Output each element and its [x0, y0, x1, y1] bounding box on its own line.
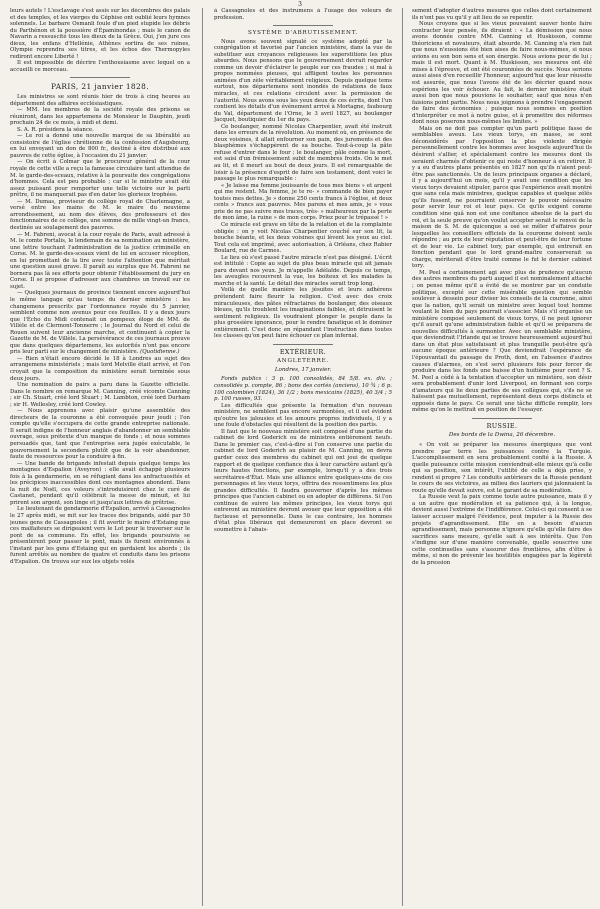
paragraph: — On écrit à Colmar que le procureur général de la cour royale de cette ville a reçu la fameuse circulaire tant attendue de M. le garde-des-sceaux, relative à la poursuite des congrégations d'hommes. Cela est peu probable ; car si le ministre avait été assez puissant pour remporter une telle victoire sur le parti prêtre, il ne manquerait pas d'en dater les glorieux trophées.	[10, 159, 190, 199]
paragraph	[10, 290, 190, 355]
section-divider	[273, 344, 333, 345]
paragraph: Le lieu où s'est passé l'autre miracle n'est pas désigné. L'écrit est intitulé : Copie au sujet du plus beau miracle qui ait jamais paru devant nos yeux. Je m'appelle Adélaïde. Depuis ce temps, les aveugles recouvrent la vue, les boiteux et les malades la marche et la santé. Le détail des miracles serait trop long.	[214, 254, 392, 287]
paragraph: Mais on ne doit pas compter qu'un parti politique fasse de semblables aveux. Les vieux torys, en masse, se sont déconsidérés par l'opposition la plus violente dirigée personnellement contre les hommes avec lesquels aujourd'hui ils désirent s'allier, et spécialement contre les mesures dont ils seraient charmés d'obtenir ce qui reste d'honneur à en retirer. Il y a eu d'autres plans présentés en 1827 non qu'ils n'aient peut-être pas sanctionnés. Un de leurs principaux organes a déclaré, il y a aujourd'hui un mois, qu'il y avait une condition que les vieux torys devaient stipuler, parce que l'expérience avait montré que sans cela mais ministres, quelque capables et quelque zélés qu'ils fussent, ne pourraient conserver le pouvoir nécessaire pour servir leur roi et leur pays. Ce qu'ils exigent comme condition sine quâ non est une confiance absolue de la part du roi, et la seule preuve qu'on voulut accepter serait le renvoi de la maison de S. M. de quiconque a osé se mêler d'affaires pour lesquelles les conseillers officiels de la couronne doivent seuls répondre ; au prix de leur réputation et peut-être de leur fortune et de leur vie. Le cabinet tory, par exemple, qui entrerait en fonction pendant que le lord grand-maître conserverait sa charge, mériterait d'être traité comme le fut le dernier cabinet tory.	[412, 125, 592, 270]
testament-quote: « Je laisse ma femme jouissante de tous mes biens » et argent qui me restent. Ma femme, je te re- » commande de bien payer toutes mes dettes. Je » donne 250 cents francs à l'église, et deux cents » francs aux pauvres. Mes parens et mes amis, je » vous prie de ne pas suivre mes traces, très- » malheureux par la perte de mon âme, la ruine » de mon corps. Priez pour le trépassé ! »	[214, 182, 392, 222]
paragraph: Les ministres se sont réunis hier de trois à cinq heures au département des affaires ecclésiastiques.	[10, 94, 190, 107]
section-heading-angleterre: ANGLETERRE.	[276, 358, 330, 365]
paragraph: Voilà de quelle manière les jésuites et leurs adhérens prétendent faire fleurir la religion. C'est avec des croix miraculeuses, des pâtes réfractaires de boulanger, des oiseaux bleues, qu'ils troublent les imaginations faibles, et détruisent le sentiment religieux. Ils voudraient plonger le peuple dans la plus grossière ignorance, pour le rendre fanatique et le dominer entièrement. C'est donc en répandant l'instruction dans toutes les classes qu'on peut faire échouer ce plan infernal.	[214, 287, 392, 340]
paragraph: M. Peel a certainement agi avec plus de prudence qu'aucun des autres membres du parti auquel il est nominalement attaché ; on pense même qu'il a évité de se montrer par un conduite politique, excepté sur cette misérable question qui semble soulever à dessein pour diviser les conseils de la couronne, ainsi que la nation, qu'il serait un ministre avec lequel tout homme voulant le bien du pays pourrait s'associer. Mais s'il organise un ministère composé seulement de vieux torys, il ne peut ignorer qu'il aurait qu'une administration faible et qu'il se préparera de nouvelles difficultés à surmonter. Avec un semblable ministère, que deviendrait l'Irlande qui se trouve heureusement aujourd'hui dans un état plus satisfaisant et plus tranquille peut-être qu'à aucune époque antérieure ? Que deviendrait l'espérance de l'épouvantail du passage du Proth, dont, en l'absence d'autres causes d'alarmes, on s'est servi plusieurs fois pour forcer de produire dans les fonds une baisse d'un huitième pour cent ? S. M. Peel a cédé à la tentation d'accepter un ministère, son désir sera probablement d'unir lord Liverpool, en formant son corps d'amateurs qui lie deux parties de ses collègues qui, s'ils ne se haïssent pas mutuellement, représentent deux corps distincts et opposés dans le pays. Ce serait une tâche difficile remplir, lors même qu'on le mettrait en position de l'essayer.	[412, 269, 592, 414]
paragraph: — Rien n'était encore décidé le 18 à Londres au sujet des arrangemens ministériels ; mais lord Melville était arrivé, et l'on croyait que la composition du ministère serait terminée sous deux jours.	[10, 355, 190, 382]
section-heading-exterieur: EXTÉRIEUR.	[279, 347, 327, 356]
dateline-dwina: Des bords de la Dwina, 26 décembre.	[448, 432, 556, 439]
section-heading-systeme: SYSTÈME D'ABRUTISSEMENT.	[247, 30, 359, 37]
paragraph: Le lieutenant de gendarmerie d'Espalion, arrivé à Cassagnoles le 27 après midi, se mit sur les traces des brigands, aidé par 50 jeunes gens de Cassagnoles ; il fit avertir le maire d'Estaing que ces malfaiteurs se dirigeaient vers le Lot pour le traverser sur le pont de sa commune. En effet, les brigands poursuivis se présentèrent pour passer le pont, mais ils furent environnés à l'instant par les gens d'Estaing qui en gardaient les abords ; ils furent arrêtés au nombre de quatre et conduits dans les prisons d'Espalion. On trouva sur eux les objets volés	[10, 506, 190, 565]
section-divider	[273, 25, 333, 26]
column-rule-left	[202, 8, 203, 906]
section-divider	[472, 418, 532, 419]
paragraph: « On voit se préparer les mesures énergiques que vont prendre par terre les puissances contre la Turquie. L'accomplissement en sera probablement confié à la Russie. À quelle puissance cette mission conviendrait-elle mieux qu'à celle qui sa position, son intérêt, l'utilité de celle a déjà prise, y rendent si propre ? Les conduits antérieurs de la Russie pendant le cours de ses victoires, au milieu des lauriers qui jalonnaient la route qu'elle devait suivre, est le garant de sa modération.	[412, 442, 592, 494]
column-2	[214, 8, 392, 908]
paragraph-funds: Fonds publics : 3 p. 100 consolidés, 84 5/8. ex. div. ; consolidés p. compte, 86 ; bons des cortès (anciens), 10 ¾ ; 6 p. 100 colombien (1824), 36 1/2 ; bons mexicains (1825), 40 3/4 ; 5 p. 100 russes, 93.	[214, 376, 392, 403]
paragraph: Ce boulanger, nommé Nicolas Charpentier, avait été instruit dans les erreurs de la révolution. Au moment où, en présence de deux voisines, il allait enfourner son pain, des jurements et des blasphèmes s'échappèrent de sa bouche. Tout-à-coup la pâte refuse d'entrer dans le four ; le boulanger, pâle comme la mort, est saisi d'un frémissement subit de membres froids. On le met au lit, et il meurt au bout de deux jours. Il est remarquable de loisir à la présence d'esprit de faire son testament, dont voici le passage le plus remarquable :	[214, 123, 392, 183]
paragraph: Ce miracle est grave en tête de la relation et de la complainte obligée : on y voit Nicolas Charpentier couché sur son lit, la bouche béante, et les deux voisines qui lèvent les yeux au ciel. Tout cela est imprimé, avec autorisation, à Orléans, chez Rabier Boulard, rue de Carmes.	[214, 221, 392, 255]
paragraph: — Le roi a donné une nouvelle marque de sa libéralité au consistoire de l'église chrétienne de la confession d'Augsbourg, en lui envoyant un don de 800 fr., destiné à être distribué aux pauvres de cette église, à l'occasion du 21 janvier.	[10, 133, 190, 159]
dateline-londres: Londres, 17 janvier.	[274, 366, 332, 373]
section-heading-russie: RUSSIE.	[486, 421, 518, 430]
paragraph: — M. Dumas, proviseur du collège royal de Charlemagne, a versé entre les mains de M. le maire du neuvième arrondissement, au nom des élèves, des professeurs et des fonctionnaires de ce collège, une somme de mille vingt-un francs, destinée au soulagement des pauvres.	[10, 198, 190, 231]
paragraph: leurs autels ! L'esclavage s'est assis sur les décombres des palais et des temples, et les vierges du Céphise ont oublié leurs hymnes solennels. Le barbare Osmanli foule d'un pied stupide les débris du Parthénon et la poussière d'Épaminondas ; mais le canon de Navarin a ressuscité tous les dieux de la Grèce. Oui, j'en jure ces dieux, les enfans d'Hellénie, Athènes sortira de ses ruines, Olympie reprendra ses titres, et les échos des Thermopyles rediront encore Liberté !	[10, 8, 190, 60]
section-divider	[70, 77, 130, 78]
paragraph: Il est impossible de décrire l'enthousiasme avec lequel on a accueilli ce morceau.	[10, 60, 190, 73]
column-3	[412, 8, 592, 908]
paragraph: — Nous apprenons avec plaisir qu'une assemblée des directeurs de la couronne a été convoquée pour jeudi ; l'on compte qu'elle s'occupera de cette grande entreprise nationale. Il serait indigne de l'honneur anglais d'abandonner un semblable ouvrage, sous prétexte d'un manque de fonds ; et nous sommes persuadés que, tant que l'entreprise sera jugée exécutable, le gouvernement la secondera plutôt que de la voir abandonner, faute de ressources pour la conduire à fin.	[10, 408, 190, 461]
section-heading-paris: PARIS, 21 janvier 1828.	[51, 82, 149, 92]
paragraph: Les difficultés que présente la formation d'un nouveau ministère, ne semblent pas encore surmontées, et il est évident qu'outre les jalousies et les amours propres individuels, il y a une foule d'obstacles qui résultent de la position des partis.	[214, 402, 392, 429]
paragraph-text: — Quelques journaux de province tiennent encore aujourd'hui le même langage qu'au temps du dernier ministère : les changemens prescrits par l'ordonnance royale du 5 janvier, semblent comme non avenus pour ces feuilles. Il y a deux jours que l'Écho du Midi contenait un pompeux éloge de MM. de Villèle et de Clermont-Tonnerre ; le Journal du Nord et celui de Rouen suivent leur ancienne marche, et continuent à copier la Gazette de M. de Villèle. La persévérance de ces journaux prouve que dans quelques départemens, les autorités n'ont pas encore pris leur parti sur le changement de ministère.	[10, 290, 190, 356]
paragraph: — MM. les membres de la société royale des prisons se réuniront, dans les appartemens de Monsieur le Dauphin, jeudi prochain 24 de ce mois, à midi et demi.	[10, 107, 190, 127]
paragraph: Nous avons souvent signalé ce système adopté par la congrégation et favorisé par l'ancien ministère, dans la vue de substituer aux croyances religieuses les superstitions les plus absurdes. Nous pensons que le gouvernement devrait regarder comme un devoir d'éclairer le peuple sur ces fraudes ; si mal à propos nommées pieuses, qui affligent toutes les personnes animées d'un zèle véritablement religieux. Depuis quelque tems surtout, nos départemens sont inondés de relations de faux miracles, et ces relations circulent avec la permission de l'autorité. Nous avons sous les yeux deux de ces écrits, dont l'un contient les détails d'un événement arrivé à Mortagne, faubourg du Val, département de l'Orne, le 3 avril 1827, au boulanger Jacquet, boutiquier du 1er du pays.	[214, 38, 392, 124]
paragraph: La Russie veut la paix comme toute autre puissance, mais il y a un autre que modération et sa patience qui, à la longue, devient aussi l'extrême de l'indifférence. Celui-ci qui consent à se laisser accuser malgré l'évidence, peut imputer à la Russie des projets d'agrandissement. Elle en a besoin d'aucun agrandissement, mais personne n'ignore qu'elle qu'elle faire des sacrifices sans mesure, qu'elle sait à ses intérêts. Que l'on s'indigne sur d'une manière convenable, quelle souscrive une cette continuelles sans s'assurer des frontières, afin d'être à même, si non de prévenir les hostilités engagées par la légèreté de la pression	[412, 494, 592, 566]
source-attribution: (Quotidienne.)	[140, 349, 180, 356]
paragraph: Une nomination de pairs a paru dans la Gazette officielle. Dans le nombre on remarque M. Canning, créé vicomte Canning ; sir Ch. Stuart, créé lord Stuart ; M. Lambton, créé lord Durham ; sir H. Wellesley, créé lord Cowley.	[10, 382, 190, 408]
column-rule-right	[402, 8, 403, 906]
paragraph: — M. Fabreni, avocat à la cour royale de Paris, avait adressé à M. le comte Portalis, le lendemain de sa nomination au ministère, une lettre touchant l'administration de la justice criminelle en Corse. M. le garde-des-sceaux vient de lui en accuser réception, en lui promettant de la lire avec toute l'attention que méritait une question aussi grave. Il paraît au surplus que M. Fabreni ne bornera pas là ses efforts pour obtenir l'établissement du jury en Corse. Il se propose d'adresser aux chambres un travail sur ce sujet.	[10, 231, 190, 290]
paragraph: sement d'adopter d'autres mesures que celles dont certainement ils n'ont pas vu qu'il y ait lieu de se repentir.	[412, 8, 592, 21]
paragraph: Il faut que le nouveau ministère soit composé d'une partie du cabinet de lord Goderich ou de ministres entièrement neufs. Dans le premier cas, c'est-à-dire si l'on conserve une partie du cabinet de lord Goderich au plaisir de M. Canning, on devra garder ceux des membres du cabinet qui ont joui de quelque rapport et de quelque confiance dus à leur caractère autant qu'à leurs hautes fonctions, par exemple, lorsqu'il y a des trois secrétaires-d'État. Mais une alliance entre quelques-uns de ces personnages et les vieux torys, offrira des ressentimens les plus grandes difficultés. Il faudra gouverner d'après les mêmes principes que l'ancien cabinet ou en adopter de différens. Si l'on continue de suivre les mêmes principes, les vieux torys qui entreront au ministère devront avouer que leur opposition a été factieuse et personnelle. Dans le cas contraire, les hommes d'état plus libéraux qui demeureront en place devront se soumettre à l'abais-	[214, 428, 392, 534]
paragraph: — Une bande de brigands infestait depuis quelque temps les montagnes d'Espalion (Aveyron) : elle avait échappé plusieurs fois à la gendarmerie, en se réfugiant dans les anfractuosités et les précipices inaccessibles dont ces montagnes abondent. Dans la nuit de Noël, ces voleurs s'introduisirent chez le curé de Castanet, pendant qu'il célébrait la messe de minuit, et lui prirent son argent, son linge et jusqu'aux lettres de prêtrise.	[10, 460, 190, 506]
column-1	[10, 8, 190, 908]
paragraph: à Cassagnoles et des instrumens à l'usage des voleurs de profession.	[214, 8, 392, 21]
paragraph: Nous croyons que si les vieux pouvaient sauver honte faire contracter leur pensée, ils diraient : « La démission que nous avons donnée contre MM. Canning et Huskisson, comme théoriciens et novateurs, était absurde. M. Canning n'a rien fait que nous n'eussions été bien aises de faire nous-mêmes, si nous avions eu son bon sens et son énergie. Nous avions peur de lui ; mais il est mort. Quant à M. Huskisson, ses mesures ont été mises à l'épreuve, et ont été couronnées de succès. Nous serions aussi aises d'en recueillir l'honneur, aujourd'hui que leur réussite est assurée, que nous l'avons été de les décrier quand nous espérions les voir échouer. Au fait, le dernier ministère était aussi bon que nous pouvions le souhaiter, sauf que nous n'en faisions point partie. Nous nous joignons à prendre l'engagement de faire des économies ; puisque nous sommes en position d'interpréter ce mot à notre guise, et à promettre des réformes dont nous poserons nous-mêmes les limites. »	[412, 21, 592, 126]
paragraph: S. A. R. présidera la séance.	[17, 126, 94, 133]
page-number: 3	[298, 1, 302, 8]
